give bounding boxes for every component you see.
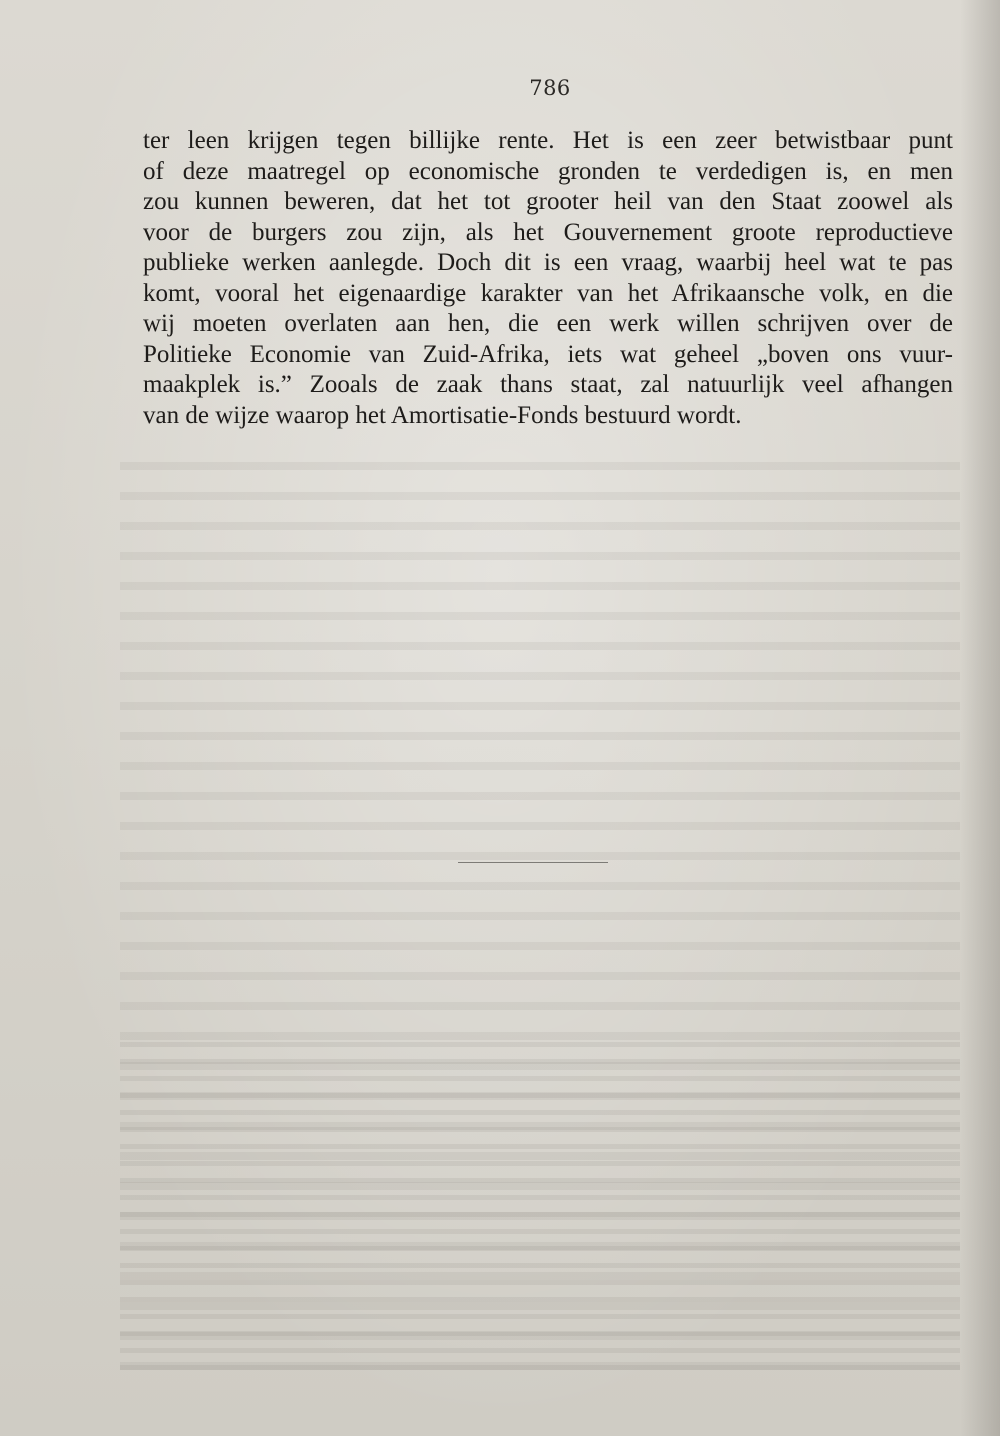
text-line: maakplek is.” Zooals de zaak thans staat, zal natuurlijk veel afhangen — [143, 371, 953, 398]
text-line: publieke werken aanlegde. Doch dit is een vraag, waarbij heel wat te pas — [143, 249, 953, 276]
text-line: zou kunnen beweren, dat het tot grooter heil van den Staat zoowel als — [143, 188, 953, 215]
text-line: wij moeten overlaten aan hen, die een werk willen schrijven over de — [143, 310, 953, 337]
text-line: komt, vooral het eigenaardige karakter van het Afrikaansche volk, en die — [143, 279, 953, 307]
body-text — [143, 126, 953, 431]
page-number: 786 — [529, 76, 571, 100]
text-line: Politieke Economie van Zuid-Afrika, iets wat geheel „boven ons vuur- — [143, 340, 953, 368]
show-through-footnotes — [120, 1030, 960, 1370]
text-line: of deze maatregel op economische gronden te verdedigen is, en men — [143, 157, 953, 185]
text-line: ter leen krijgen tegen billijke rente. Het is een zeer betwistbaar punt — [143, 127, 953, 154]
text-line: voor de burgers zou zijn, als het Gouvernement groote reproductieve — [143, 218, 953, 246]
show-through-rule — [458, 862, 608, 863]
text-line: van de wijze waarop het Amortisatie-Fonds bestuurd wordt. — [143, 401, 742, 429]
page-edge-shadow — [960, 0, 1000, 1436]
